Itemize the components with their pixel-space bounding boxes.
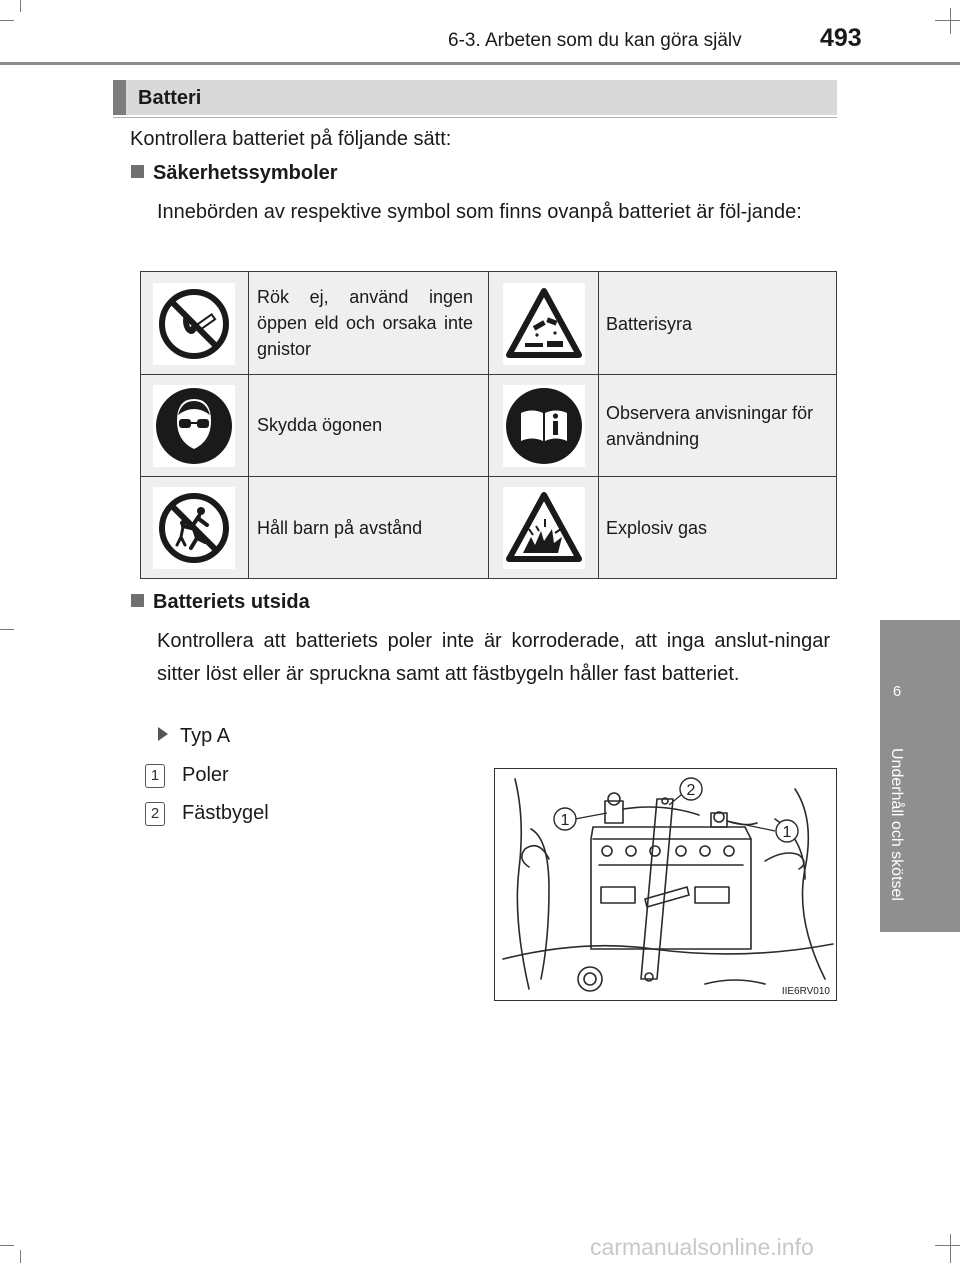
callout-label: Fästbygel [182,802,269,824]
battery-illustration [494,768,837,1001]
exterior-description: Kontrollera att batteriets poler inte är korroderade, att inga anslut-ningar sitter löst eller är spruckna samt att fästbygeln håller fast batteriet. [157,630,830,685]
battery-acid-icon [503,283,585,365]
exterior-heading-text: Batteriets utsida [153,591,310,613]
safety-symbol-table [140,271,837,579]
triangle-bullet-icon [158,727,168,741]
page-number: 493 [820,24,862,52]
callout-label: Poler [182,764,229,786]
symbol-label: Rök ej, använd ingen öppen eld och orsaka inte gnistor [257,287,473,359]
square-bullet-icon [131,594,144,607]
section-title: Batteri [138,87,202,109]
safety-heading-text: Säkerhetssymboler [153,162,338,184]
safety-description: Innebörden av respektive symbol som finns ovanpå batteriet är föl-jande: [157,201,802,223]
table-rule [598,272,599,578]
symbol-label: Explosiv gas [606,518,708,538]
section-rule [113,117,837,118]
figure-callout: 1 [782,824,792,841]
type-label [158,725,230,748]
crop-mark [20,1250,21,1263]
battery-drawing [495,769,837,1001]
crop-mark [20,0,21,12]
header-rule [0,62,960,65]
explosive-gas-icon [503,487,585,569]
table-rule [488,272,489,578]
symbol-label: Skydda ögonen [257,415,383,435]
crop-mark [935,20,960,21]
crop-mark [0,629,14,630]
crop-mark [950,1234,951,1263]
symbol-label: Håll barn på avstånd [257,518,423,538]
callout-number: 2 [145,802,165,826]
crop-mark [935,1245,960,1246]
section-accent [113,80,126,115]
crop-mark [950,8,951,34]
symbol-label: Batterisyra [606,314,693,334]
figure-code: IIE6RV010 [781,986,830,997]
intro-text: Kontrollera batteriet på följande sätt: [130,128,452,150]
watermark: carmanualsonline.info [590,1234,814,1260]
crop-mark [0,20,14,21]
square-bullet-icon [131,165,144,178]
table-rule [248,272,249,578]
read-manual-icon [503,385,585,467]
keep-children-away-icon [153,487,235,569]
crop-mark [0,1245,14,1246]
safety-heading [131,162,338,185]
callout-number: 1 [145,764,165,788]
symbol-label: Observera anvisningar för användning [606,403,814,449]
no-fire-icon [153,283,235,365]
eye-protection-icon [153,385,235,467]
section-heading [113,80,837,115]
figure-callout: 2 [686,782,696,799]
exterior-heading [131,591,310,614]
figure-callout: 1 [560,812,570,829]
chapter-title: Underhåll och skötsel [888,748,905,901]
type-label-text: Typ A [180,725,231,747]
chapter-number: 6 [892,683,902,700]
running-header: 6-3. Arbeten som du kan göra själv [448,30,742,51]
